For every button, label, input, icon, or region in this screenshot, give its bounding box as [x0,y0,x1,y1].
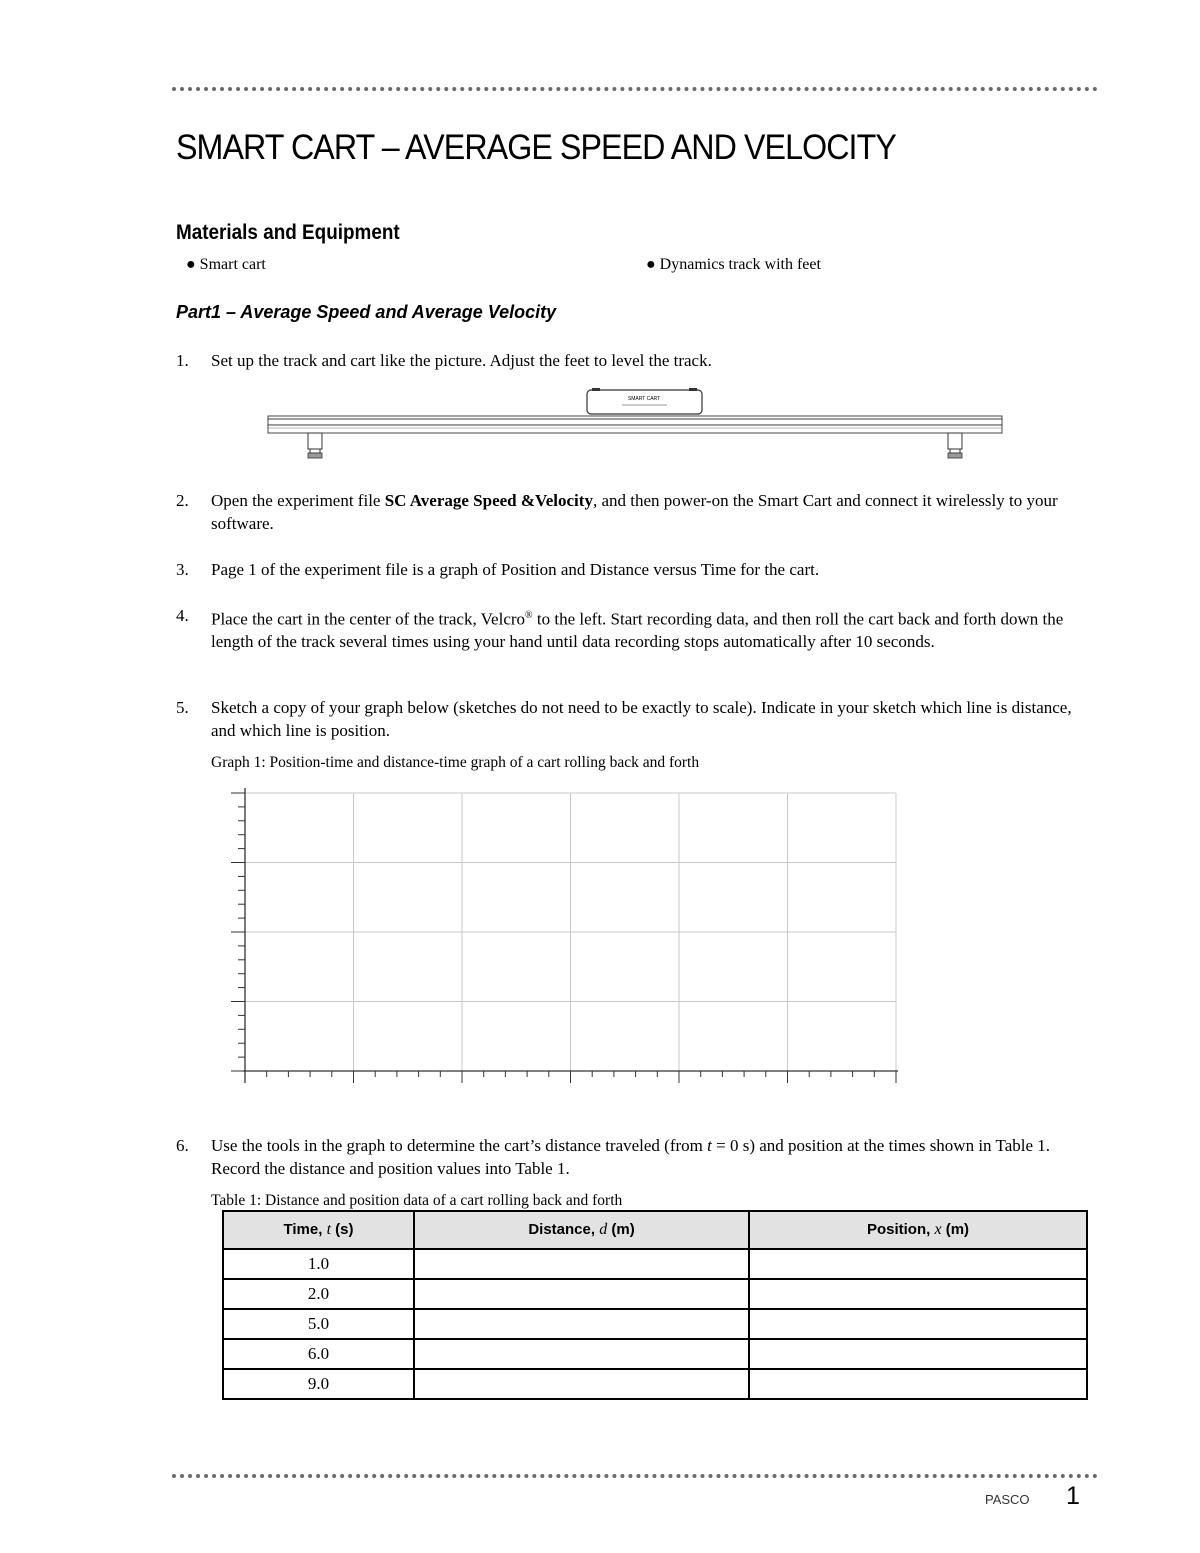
position-cell[interactable] [749,1279,1087,1309]
table-row [223,1249,1087,1279]
step-text: Sketch a copy of your graph below (sketches do not need to be exactly to scale). Indicate in your sketch which line is distance, and which line is position. [211,698,1072,740]
step-text: Open the experiment file SC Average Speed &Velocity, and then power-on the Smart Cart and connect it wirelessly to your software. [211,491,1058,533]
step-text: Page 1 of the experiment file is a graph of Position and Distance versus Time for the cart. [211,560,820,579]
materials-heading: Materials and Equipment [176,221,400,244]
position-cell[interactable] [749,1339,1087,1369]
footer-rule [172,1474,1098,1478]
step-text: Place the cart in the center of the track, Velcro® to the left. Start recording data, and then roll the cart back and forth down the length of the track several times using your hand until data recording stops automatically after 10 seconds. [211,609,1064,652]
table-row [223,1279,1087,1309]
header-distance: Distance, d (m) [414,1211,749,1249]
step-text: Set up the track and cart like the picture. Adjust the feet to level the track. [211,351,712,370]
step-text: Use the tools in the graph to determine the cart’s distance traveled (from t = 0 s) and position at the times shown in Table 1. Record the distance and position values into Table 1. [211,1136,1051,1178]
graph-grid [228,788,902,1088]
cart-body [587,390,702,414]
step-number: 5. [176,698,189,717]
track-illustration [262,384,1007,468]
cart-label: SMART CART [627,396,661,402]
table-row [223,1339,1087,1369]
step-number: 1. [176,351,189,370]
distance-cell[interactable] [414,1369,749,1399]
track-cart-drawing [262,384,1007,468]
header-time: Time, t (s) [223,1211,414,1249]
footer-brand: PASCO [985,1492,1030,1507]
time-cell: 1.0 [223,1249,414,1279]
time-cell: 2.0 [223,1279,414,1309]
distance-cell[interactable] [414,1339,749,1369]
table-row [223,1369,1087,1399]
step-number: 2. [176,491,189,510]
data-table [222,1210,1088,1400]
time-cell: 5.0 [223,1309,414,1339]
position-cell[interactable] [749,1369,1087,1399]
distance-cell[interactable] [414,1279,749,1309]
header-position: Position, x (m) [749,1211,1087,1249]
header-rule [172,87,1098,91]
page-number: 1 [1066,1482,1080,1510]
page-title: SMART CART – AVERAGE SPEED AND VELOCITY [176,128,896,167]
distance-cell[interactable] [414,1249,749,1279]
time-cell: 6.0 [223,1339,414,1369]
part1-heading: Part1 – Average Speed and Average Velocity [176,302,557,322]
step-number: 3. [176,560,189,579]
material-item: ● Dynamics track with feet [646,256,821,273]
position-cell[interactable] [749,1249,1087,1279]
blank-graph[interactable] [228,788,902,1088]
step-number: 6. [176,1136,189,1155]
table-row [223,1309,1087,1339]
time-cell: 9.0 [223,1369,414,1399]
step-number: 4. [176,606,189,625]
table-caption: Table 1: Distance and position data of a cart rolling back and forth [211,1192,623,1209]
position-cell[interactable] [749,1309,1087,1339]
table-header-row [223,1211,1087,1249]
graph-caption: Graph 1: Position-time and distance-time graph of a cart rolling back and forth [211,754,700,771]
material-item: ● Smart cart [186,256,266,273]
distance-cell[interactable] [414,1309,749,1339]
experiment-file-name: SC Average Speed &Velocity [384,491,593,510]
